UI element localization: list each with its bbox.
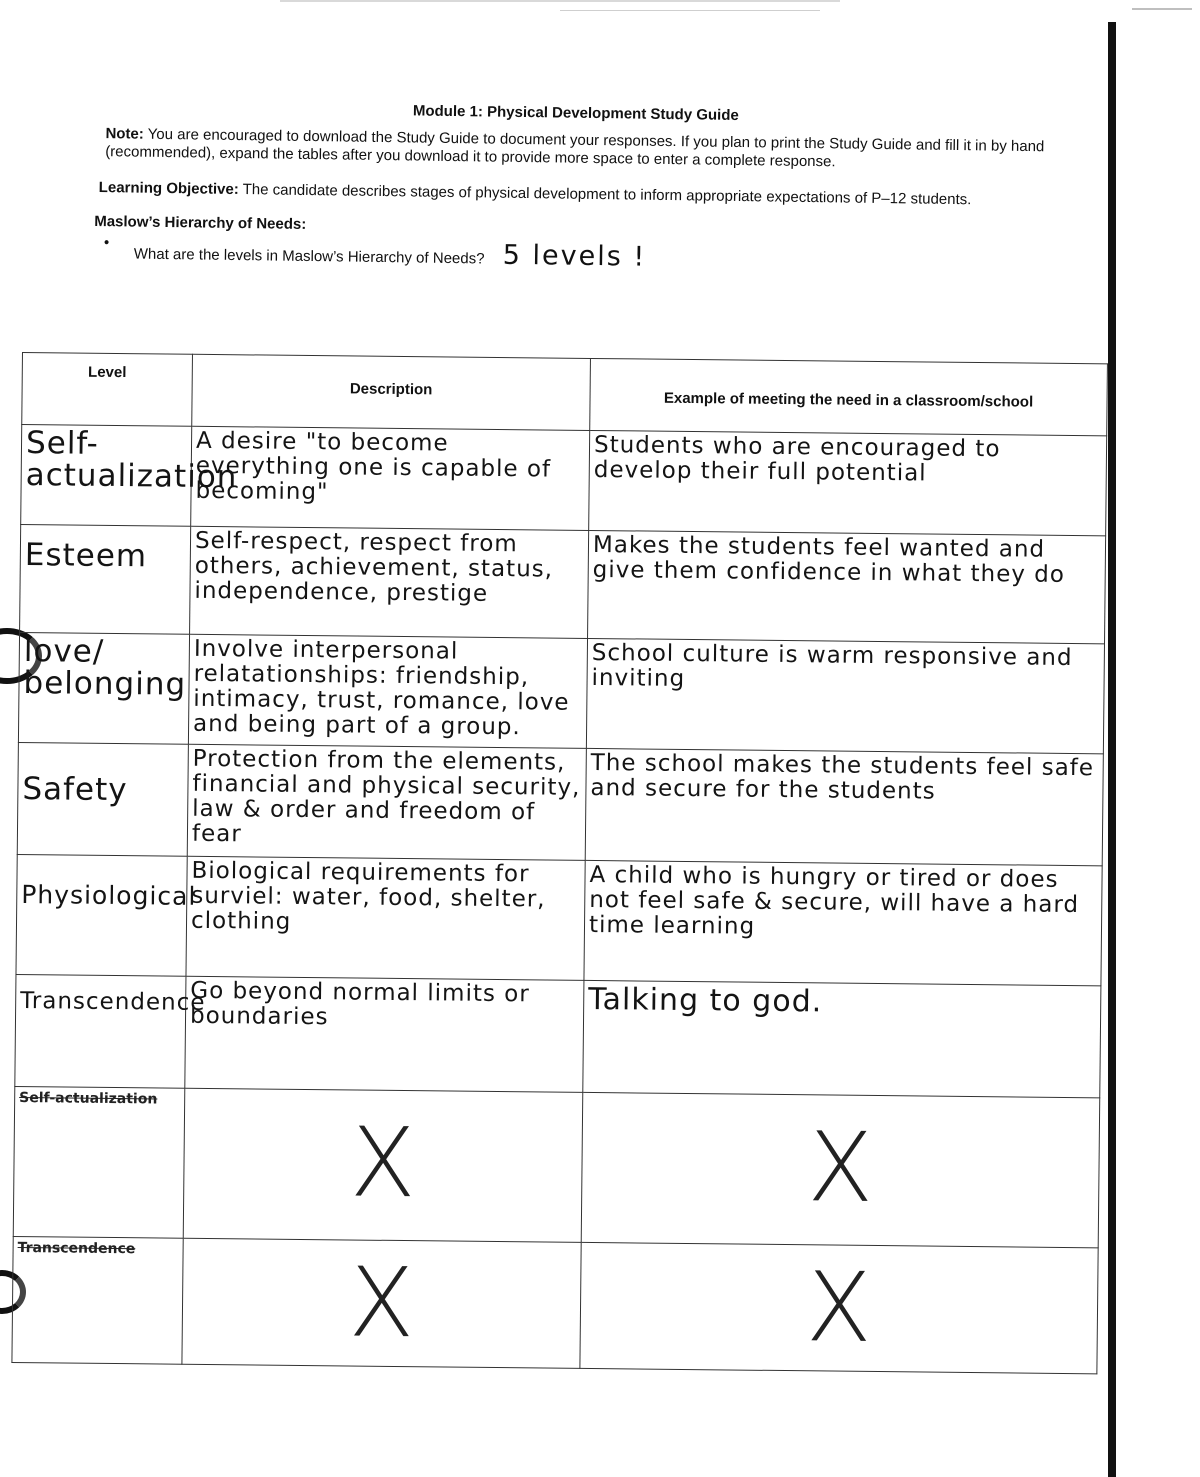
objective-paragraph xyxy=(99,179,1055,210)
example-cell: A child who is hungry or tired or does not feel safe & secure, will have a hard time learning xyxy=(584,860,1102,985)
table-row xyxy=(21,425,1107,536)
objective-text: The candidate describes stages of physical development to inform appropriate expectations of P–12 students. xyxy=(238,181,972,209)
table-row xyxy=(15,974,1101,1097)
crossed-level-cell xyxy=(12,1236,183,1364)
description-cell: Self-respect, respect from others, achievement, status, independence, prestige xyxy=(190,526,589,638)
x-mark: X xyxy=(183,1088,583,1242)
x-mark: X xyxy=(182,1238,581,1368)
table-row xyxy=(20,524,1106,643)
scan-artifact-top-secondary xyxy=(560,10,820,11)
example-cell: The school makes the students feel safe and secure for the students xyxy=(585,748,1103,865)
scan-artifact-top xyxy=(280,0,840,2)
crossed-level-text: Self-actualization xyxy=(19,1090,158,1108)
description-cell: Biological requirements for surviel: water, food, shelter, clothing xyxy=(186,856,585,980)
example-cell: Talking to god. xyxy=(583,980,1101,1097)
level-cell: Physiological xyxy=(16,854,187,976)
x-mark: X xyxy=(581,1092,1100,1247)
section-heading: Maslow’s Hierarchy of Needs: xyxy=(94,212,307,233)
level-cell: Self-actualization xyxy=(21,425,192,527)
example-cell: Students who are encouraged to develop their full potential xyxy=(589,430,1107,535)
table-row xyxy=(16,854,1102,985)
note-paragraph xyxy=(105,125,1055,174)
crossed-level-text: Transcendence xyxy=(17,1240,136,1258)
description-cell: Go beyond normal limits or boundaries xyxy=(185,976,584,1092)
level-cell: love/ belonging xyxy=(18,632,189,744)
level-cell: Safety xyxy=(17,742,188,856)
table-row-crossed xyxy=(12,1236,1098,1373)
table-row xyxy=(17,742,1103,865)
crossed-level-cell xyxy=(13,1086,185,1238)
objective-label: Learning Objective: xyxy=(98,179,239,199)
table-header-row xyxy=(22,353,1108,436)
description-cell: Protection from the elements, financial and physical security, law & order and freedom of fear xyxy=(187,744,586,860)
header-description: Description xyxy=(192,354,591,430)
maslow-table xyxy=(11,352,1108,1374)
example-cell: School culture is warm responsive and inviting xyxy=(586,638,1104,753)
note-label: Note: xyxy=(105,125,144,143)
level-cell: Esteem xyxy=(20,524,191,634)
question-text: What are the levels in Maslow’s Hierarchy of Needs? xyxy=(133,245,485,268)
maslow-table-wrapper xyxy=(11,352,1108,1374)
note-text: You are encouraged to download the Study Guide to document your responses. If you plan to print the Study Guide and fill it in by hand (recommended), expand the tables after you download it to provide more space to enter a complete response. xyxy=(105,125,1045,171)
study-guide-page xyxy=(94,98,1056,284)
header-example: Example of meeting the need in a classroom/school xyxy=(590,358,1108,435)
level-cell: Transcendence xyxy=(15,974,186,1088)
page-right-edge xyxy=(1108,22,1116,1477)
table-row xyxy=(18,632,1104,753)
x-mark: X xyxy=(580,1242,1098,1373)
scan-artifact-right xyxy=(1132,8,1192,10)
page-title: Module 1: Physical Development Study Guide xyxy=(412,102,739,124)
bullet-dot-icon: • xyxy=(103,234,110,252)
example-cell: Makes the students feel wanted and give them confidence in what they do xyxy=(588,530,1106,643)
description-cell: A desire "to become everything one is capable of becoming" xyxy=(191,426,590,530)
table-row-crossed xyxy=(13,1086,1100,1247)
header-level: Level xyxy=(22,353,193,427)
description-cell: Involve interpersonal relatationships: friendship, intimacy, trust, romance, love and being part of a group. xyxy=(188,634,587,748)
handwritten-answer: 5 levels ! xyxy=(502,239,647,273)
